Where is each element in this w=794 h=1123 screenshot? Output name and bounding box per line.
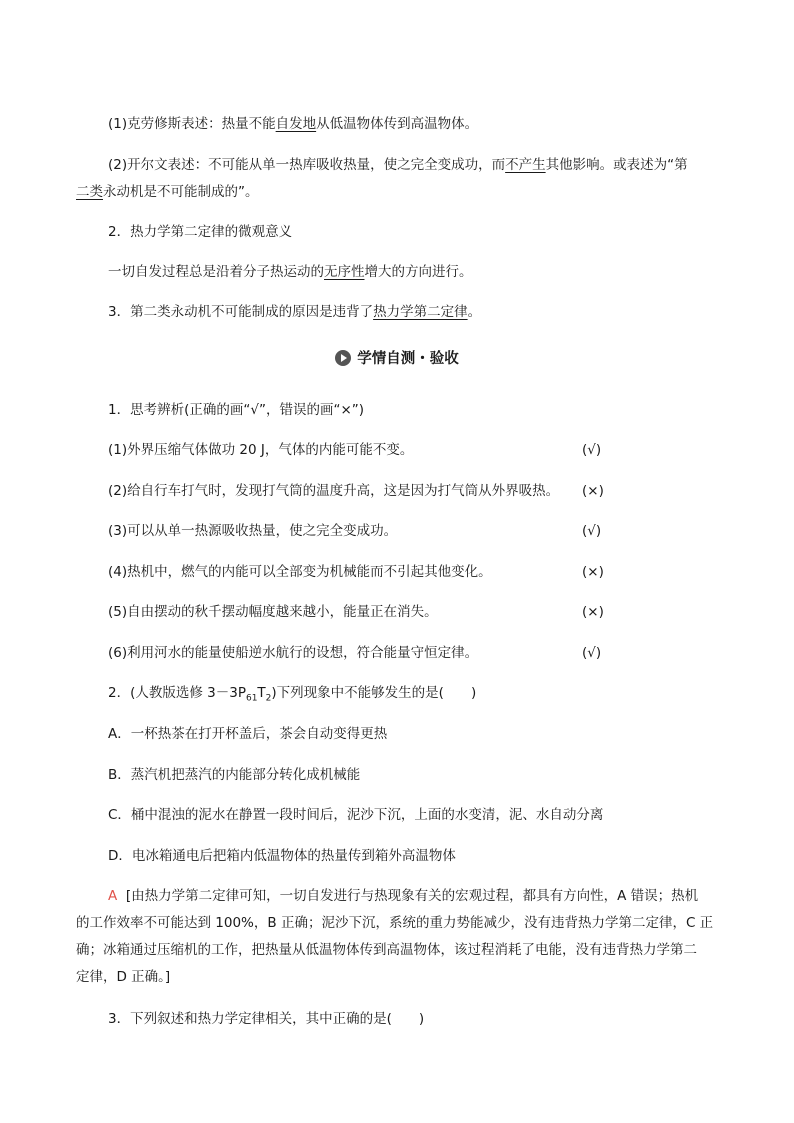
underline-zifa: 自发地 [275, 116, 317, 132]
q1-item-mark: (√) [582, 645, 602, 661]
q1-item-mark: (√) [582, 523, 602, 539]
underline-second-law: 热力学第二定律 [373, 304, 468, 320]
q2-answer-line: 确；冰箱通过压缩机的工作，把热量从低温物体传到高温物体，该过程消耗了电能，没有违背热力学第二 [76, 942, 697, 958]
q1-item: (2)给自行车打气时，发现打气筒的温度升高，这是因为打气筒从外界吸热。 [108, 483, 560, 499]
statement-kelvin: (2)开尔文表述：不可能从单一热库吸收热量，使之完全变成功，而不产生其他影响。或表述为“第 [108, 157, 688, 173]
micro-meaning: 一切自发过程总是沿着分子热运动的无序性增大的方向进行。 [108, 264, 473, 280]
q2-option: C．桶中混浊的泥水在静置一段时间后，泥沙下沉，上面的水变清，泥、水自动分离 [108, 807, 604, 823]
q2-option: A．一杯热茶在打开杯盖后，茶会自动变得更热 [108, 726, 388, 742]
q1-stem: 1．思考辨析(正确的画“√”，错误的画“×”) [108, 402, 365, 418]
q2-stem: 2．(人教版选修 $3-3P_{61}T_2$)下列现象中不能够发生的是( ) [108, 685, 477, 704]
section-micro-title: 2．热力学第二定律的微观意义 [108, 224, 293, 240]
q2-option: D．电冰箱通电后把箱内低温物体的热量传到箱外高温物体 [108, 848, 456, 864]
play-circle-icon [335, 350, 351, 366]
q1-item: (6)利用河水的能量使船逆水航行的设想，符合能量守恒定律。 [108, 645, 479, 661]
underline-buchansheng: 不产生 [505, 157, 546, 173]
underline-erlei: 二类 [76, 184, 103, 200]
statement-clausius: (1)克劳修斯表述：热量不能自发地从低温物体传到高温物体。 [108, 116, 479, 132]
q2-answer-line: 定律，D 正确。] [76, 969, 171, 985]
q2-answer-line: 的工作效率不可能达到 100%，B 正确；泥沙下沉，系统的重力势能减少，没有违背热力学第二定律，C 正 [76, 915, 714, 931]
perpetual-motion-reason: 3．第二类永动机不可能制成的原因是违背了热力学第二定律。 [108, 304, 482, 320]
q2-answer-line: A [由热力学第二定律可知，一切自发进行与热现象有关的宏观过程，都具有方向性，A 错误；热机 [108, 888, 699, 904]
q1-item-mark: (×) [582, 483, 604, 499]
underline-wuxuxing: 无序性 [324, 264, 365, 280]
q1-item: (5)自由摆动的秋千摆动幅度越来越小，能量正在消失。 [108, 604, 438, 620]
q1-item-mark: (×) [582, 564, 604, 580]
q1-item: (1)外界压缩气体做功 20 J，气体的内能可能不变。 [108, 442, 414, 458]
q1-item-mark: (×) [582, 604, 604, 620]
section-heading: 学情自测・验收 [0, 348, 794, 370]
q1-item: (4)热机中，燃气的内能可以全部变为机械能而不引起其他变化。 [108, 564, 492, 580]
q2-option: B．蒸汽机把蒸汽的内能部分转化成机械能 [108, 767, 361, 783]
q1-item: (3)可以从单一热源吸收热量，使之完全变成功。 [108, 523, 398, 539]
q3-stem: 3．下列叙述和热力学定律相关，其中正确的是( ) [108, 1011, 425, 1027]
q1-item-mark: (√) [582, 442, 602, 458]
answer-letter: A [108, 888, 118, 904]
statement-kelvin-cont: 二类永动机是不可能制成的”。 [76, 184, 259, 200]
